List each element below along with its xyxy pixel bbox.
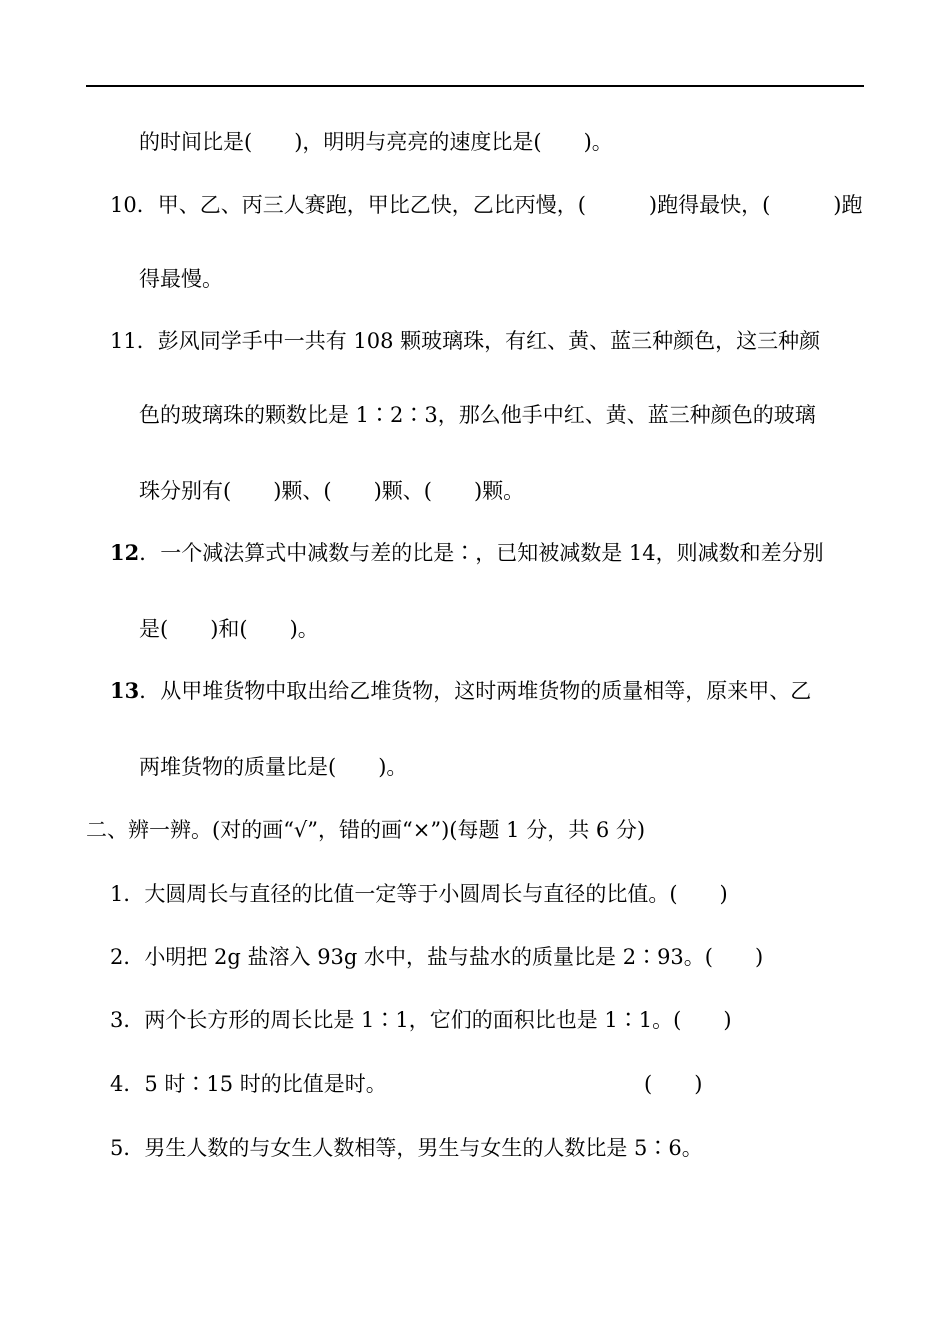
question-11-continuation: 珠分别有( )颗、( )颗、( )颗。 bbox=[139, 479, 525, 503]
q9-continuation: 的时间比是( )，明明与亮亮的速度比是( )。 bbox=[139, 130, 613, 154]
question-13 bbox=[110, 679, 811, 703]
question-10-continuation: 得最慢。 bbox=[139, 267, 223, 291]
question-13-continuation: 两堆货物的质量比是( )。 bbox=[139, 755, 408, 779]
question-number: 12 bbox=[110, 540, 140, 565]
question-text: ．从甲堆货物中取出给乙堆货物，这时两堆货物的质量相等，原来甲、乙 bbox=[139, 679, 812, 703]
question-10 bbox=[110, 193, 863, 217]
question-number: 10 bbox=[110, 193, 137, 217]
question-number: 11 bbox=[110, 329, 137, 353]
question-text: ．一个减法算式中减数与差的比是∶，已知被减数是 14，则减数和差分别 bbox=[139, 541, 824, 565]
judge-item-2: 2．小明把 2g 盐溶入 93g 水中，盐与盐水的质量比是 2∶93。( ) bbox=[110, 945, 764, 969]
question-12 bbox=[110, 541, 824, 565]
judge-item-3: 3．两个长方形的周长比是 1∶1，它们的面积比也是 1∶1。( ) bbox=[110, 1008, 732, 1032]
question-text: ．甲、乙、丙三人赛跑，甲比乙快，乙比丙慢，( )跑得最快，( )跑 bbox=[136, 193, 863, 217]
judge-item-4: 4．5 时∶15 时的比值是时。 bbox=[110, 1072, 387, 1096]
section-2-heading: 二、辨一辨。(对的画“√”，错的画“×”)(每题 1 分，共 6 分) bbox=[86, 818, 646, 842]
question-11-continuation: 色的玻璃珠的颗数比是 1∶2∶3，那么他手中红、黄、蓝三种颜色的玻璃 bbox=[139, 403, 816, 427]
judge-item-1: 1．大圆周长与直径的比值一定等于小圆周长与直径的比值。( ) bbox=[110, 882, 728, 906]
judge-item-4-answer-blank: ( ) bbox=[644, 1072, 703, 1096]
judge-item-5: 5．男生人数的与女生人数相等，男生与女生的人数比是 5∶6。 bbox=[110, 1136, 703, 1160]
question-11 bbox=[110, 329, 820, 353]
header-rule bbox=[86, 85, 864, 87]
question-text: ．彭风同学手中一共有 108 颗玻璃珠，有红、黄、蓝三种颜色，这三种颜 bbox=[136, 329, 821, 353]
question-12-continuation: 是( )和( )。 bbox=[139, 617, 319, 641]
question-number: 13 bbox=[110, 678, 140, 703]
